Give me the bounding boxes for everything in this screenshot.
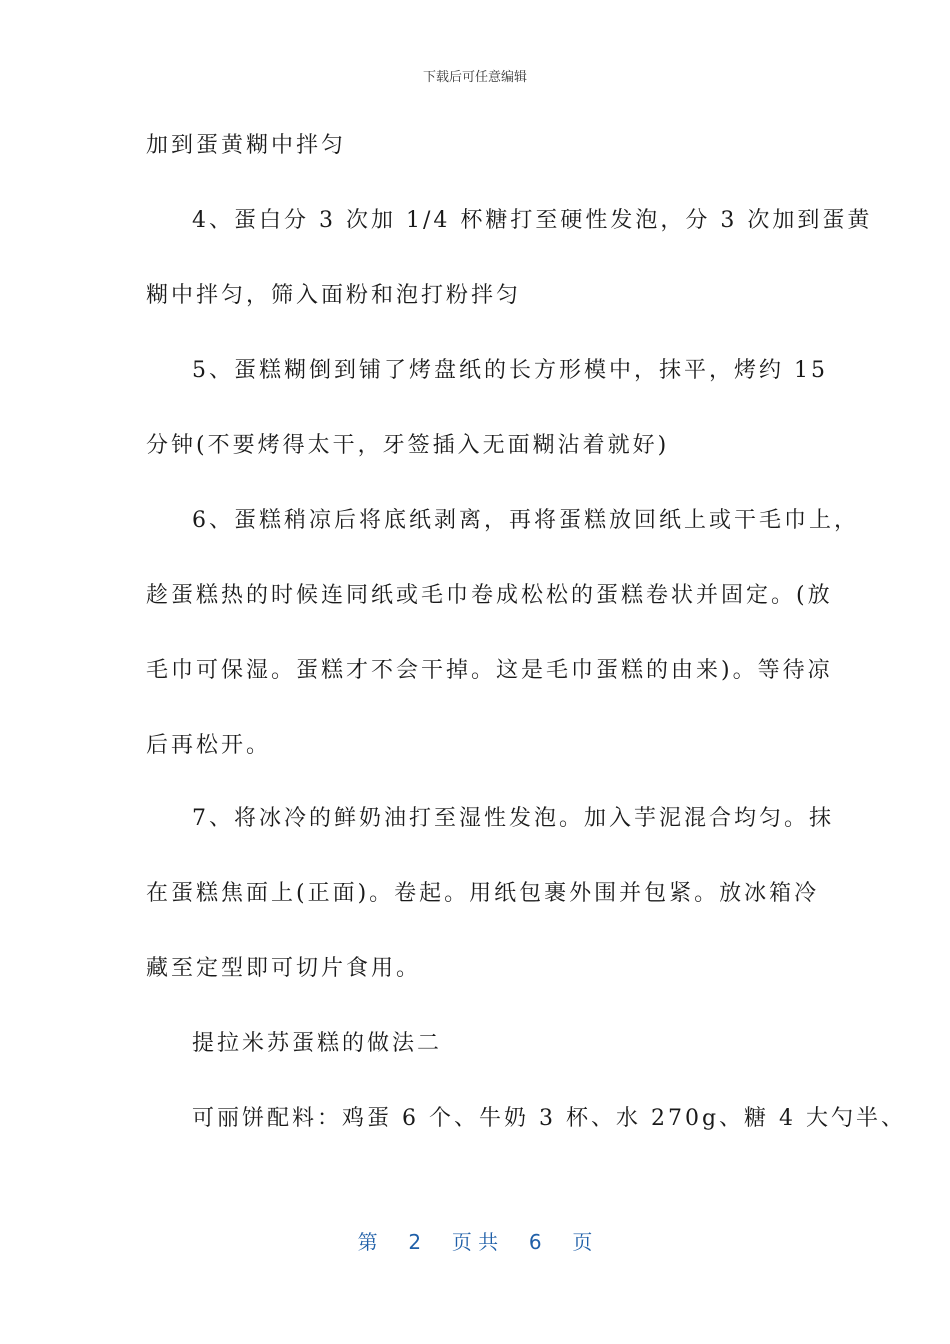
paragraph-line: 6、蛋糕稍凉后将底纸剥离，再将蛋糕放回纸上或干毛巾上， bbox=[192, 508, 859, 533]
footer-suffix: 页 bbox=[572, 1230, 593, 1254]
paragraph-line: 在蛋糕焦面上(正面)。卷起。用纸包裹外围并包紧。放冰箱冷 bbox=[146, 881, 820, 906]
paragraph-line: 4、蛋白分 3 次加 1/4 杯糖打至硬性发泡，分 3 次加到蛋黄 bbox=[192, 208, 873, 233]
paragraph-line: 趁蛋糕热的时候连同纸或毛巾卷成松松的蛋糕卷状并固定。(放 bbox=[146, 583, 833, 608]
paragraph-line: 藏至定型即可切片食用。 bbox=[146, 956, 422, 981]
footer-middle: 页 共 bbox=[451, 1230, 499, 1254]
footer-prefix: 第 bbox=[357, 1230, 378, 1254]
page-footer bbox=[0, 1226, 950, 1255]
paragraph-line: 7、将冰冷的鲜奶油打至湿性发泡。加入芋泥混合均匀。抹 bbox=[192, 806, 834, 831]
paragraph-line: 5、蛋糕糊倒到铺了烤盘纸的长方形模中，抹平，烤约 15 bbox=[192, 358, 828, 383]
paragraph-line: 可丽饼配料：鸡蛋 6 个、牛奶 3 杯、水 270g、糖 4 大勺半、 bbox=[192, 1106, 907, 1131]
page-header-note: 下载后可任意编辑 bbox=[422, 70, 527, 85]
section-heading: 提拉米苏蛋糕的做法二 bbox=[192, 1031, 443, 1056]
paragraph-line: 毛巾可保湿。蛋糕才不会干掉。这是毛巾蛋糕的由来)。等待凉 bbox=[146, 658, 833, 683]
paragraph-line: 分钟(不要烤得太干，牙签插入无面糊沾着就好) bbox=[146, 433, 670, 458]
current-page-number: 2 bbox=[408, 1230, 422, 1254]
paragraph-line: 加到蛋黄糊中拌匀 bbox=[146, 133, 347, 158]
total-page-count: 6 bbox=[528, 1230, 542, 1254]
paragraph-line: 后再松开。 bbox=[146, 733, 272, 758]
paragraph-line: 糊中拌匀，筛入面粉和泡打粉拌匀 bbox=[146, 283, 522, 308]
